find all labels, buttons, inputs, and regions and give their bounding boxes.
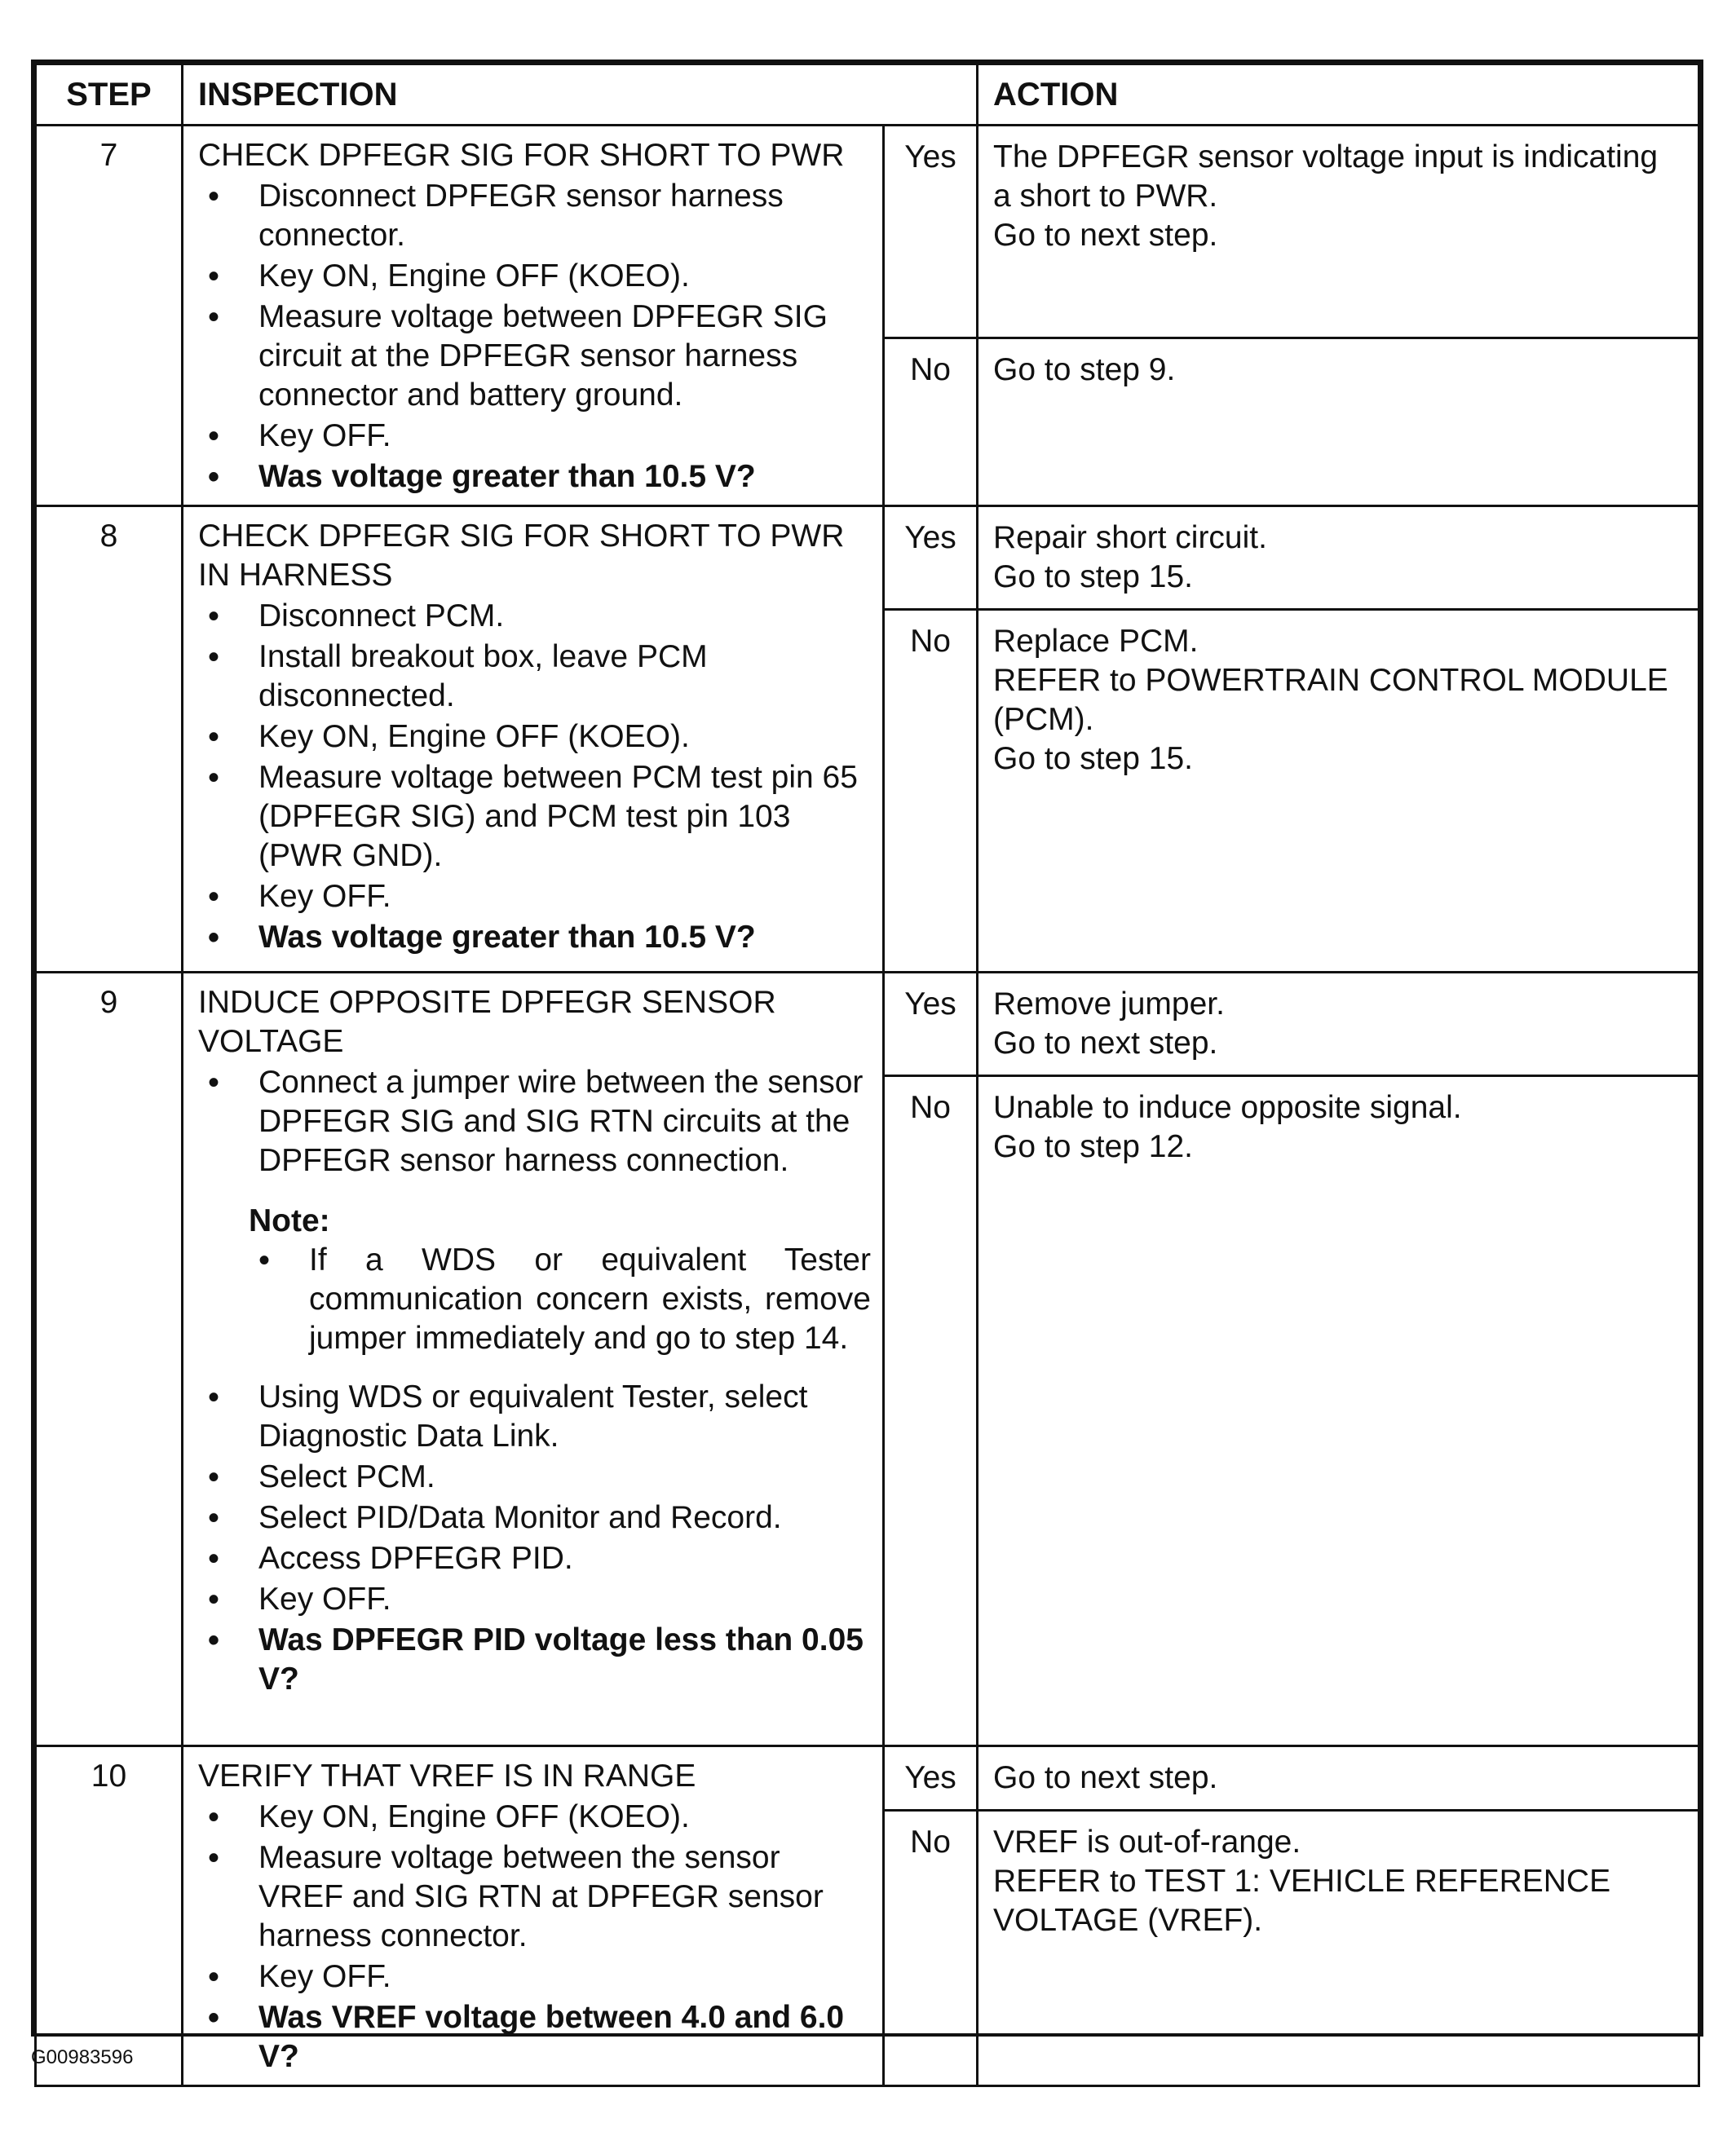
action-line: Go to next step. — [993, 1760, 1218, 1795]
inspection-list — [198, 1378, 871, 1699]
inspection-cell — [183, 126, 884, 506]
inspection-title: CHECK DPFEGR SIG FOR SHORT TO PWR — [198, 138, 845, 173]
inspection-cell — [183, 1746, 884, 2086]
inspection-question: • Was voltage greater than 10.5 V? — [198, 918, 871, 957]
action-line: Go to next step. — [993, 218, 1218, 253]
list-item: • Install breakout box, leave PCM disconnected. — [198, 638, 871, 716]
list-item: • Key OFF. — [198, 1957, 871, 1997]
no-action — [978, 610, 1699, 973]
list-item: • Select PID/Data Monitor and Record. — [198, 1498, 871, 1538]
header-action: ACTION — [978, 64, 1699, 126]
list-item: • Measure voltage between DPFEGR SIG circuit at the DPFEGR sensor harness connector and battery ground. — [198, 298, 871, 415]
step-number: 7 — [36, 126, 183, 506]
action-line: Unable to induce opposite signal. — [993, 1090, 1462, 1125]
inspection-list — [198, 1063, 871, 1181]
action-line: Go to next step. — [993, 1026, 1218, 1061]
list-item: • Key OFF. — [198, 1580, 871, 1619]
list-item: • Key ON, Engine OFF (KOEO). — [198, 1798, 871, 1837]
no-action — [978, 1811, 1699, 2086]
action-line: VREF is out-of-range. — [993, 1825, 1301, 1860]
action-line: Remove jumper. — [993, 986, 1225, 1022]
note-text: • If a WDS or equivalent Tester communication concern exists, remove jumper immediately and go to step 14. — [249, 1241, 871, 1358]
yes-label: Yes — [884, 506, 978, 610]
yes-label: Yes — [884, 973, 978, 1076]
inspection-title: CHECK DPFEGR SIG FOR SHORT TO PWR IN HARNESS — [198, 519, 845, 593]
list-item: • Measure voltage between the sensor VREF and SIG RTN at DPFEGR sensor harness connector. — [198, 1838, 871, 1956]
header-row — [36, 64, 1699, 126]
inspection-list — [198, 597, 871, 957]
step-number: 8 — [36, 506, 183, 973]
header-step: STEP — [36, 64, 183, 126]
note-block — [249, 1202, 871, 1358]
inspection-list — [198, 177, 871, 496]
table-row — [36, 1746, 1699, 1811]
list-item: • Connect a jumper wire between the sensor DPFEGR SIG and SIG RTN circuits at the DPFEGR sensor harness connection. — [198, 1063, 871, 1181]
yes-label: Yes — [884, 1746, 978, 1811]
action-line: Go to step 12. — [993, 1129, 1194, 1164]
inspection-title: VERIFY THAT VREF IS IN RANGE — [198, 1759, 696, 1794]
list-item: • Access DPFEGR PID. — [198, 1539, 871, 1578]
step-number: 9 — [36, 973, 183, 1746]
action-line: Go to step 9. — [993, 351, 1176, 387]
action-line: Go to step 15. — [993, 559, 1194, 594]
list-item: • Disconnect DPFEGR sensor harness connector. — [198, 177, 871, 255]
list-item: • Disconnect PCM. — [198, 597, 871, 636]
no-label: No — [884, 338, 978, 505]
header-inspection: INSPECTION — [183, 64, 978, 126]
inspection-cell — [183, 506, 884, 973]
yes-label: Yes — [884, 126, 978, 338]
step-number: 10 — [36, 1746, 183, 2086]
list-item: • Measure voltage between PCM test pin 65 (DPFEGR SIG) and PCM test pin 103 (PWR GND). — [198, 758, 871, 876]
action-line: The DPFEGR sensor voltage input is indicating a short to PWR. — [993, 139, 1659, 214]
list-item: • Select PCM. — [198, 1458, 871, 1497]
list-item: • Key ON, Engine OFF (KOEO). — [198, 257, 871, 296]
yes-action — [978, 126, 1699, 338]
table-row — [36, 973, 1699, 1076]
yes-action — [978, 1746, 1699, 1811]
inspection-question: • Was voltage greater than 10.5 V? — [198, 457, 871, 496]
inspection-cell — [183, 973, 884, 1746]
action-line: Go to step 15. — [993, 741, 1194, 776]
list-item: • Using WDS or equivalent Tester, select Diagnostic Data Link. — [198, 1378, 871, 1456]
no-label: No — [884, 1811, 978, 2086]
action-line: Replace PCM. — [993, 624, 1199, 659]
action-line: REFER to POWERTRAIN CONTROL MODULE (PCM). — [993, 663, 1668, 737]
no-label: No — [884, 1076, 978, 1746]
inspection-title: INDUCE OPPOSITE DPFEGR SENSOR VOLTAGE — [198, 985, 776, 1059]
inspection-list — [198, 1798, 871, 2076]
yes-action — [978, 973, 1699, 1076]
list-item: • Key ON, Engine OFF (KOEO). — [198, 717, 871, 757]
list-item: • Key OFF. — [198, 417, 871, 456]
figure-code: G00983596 — [31, 2046, 134, 2068]
inspection-question: • Was DPFEGR PID voltage less than 0.05 V? — [198, 1621, 871, 1699]
list-item: • Key OFF. — [198, 877, 871, 916]
note-label: Note: — [249, 1203, 330, 1238]
table-row — [36, 126, 1699, 338]
inspection-question: • Was VREF voltage between 4.0 and 6.0 V? — [198, 1998, 871, 2076]
no-action — [978, 338, 1699, 505]
yes-action — [978, 506, 1699, 610]
table-row — [36, 506, 1699, 610]
no-action — [978, 1076, 1699, 1746]
no-label: No — [884, 610, 978, 973]
action-line: Repair short circuit. — [993, 520, 1267, 555]
action-line: REFER to TEST 1: VEHICLE REFERENCE VOLTAGE (VREF). — [993, 1864, 1611, 1938]
